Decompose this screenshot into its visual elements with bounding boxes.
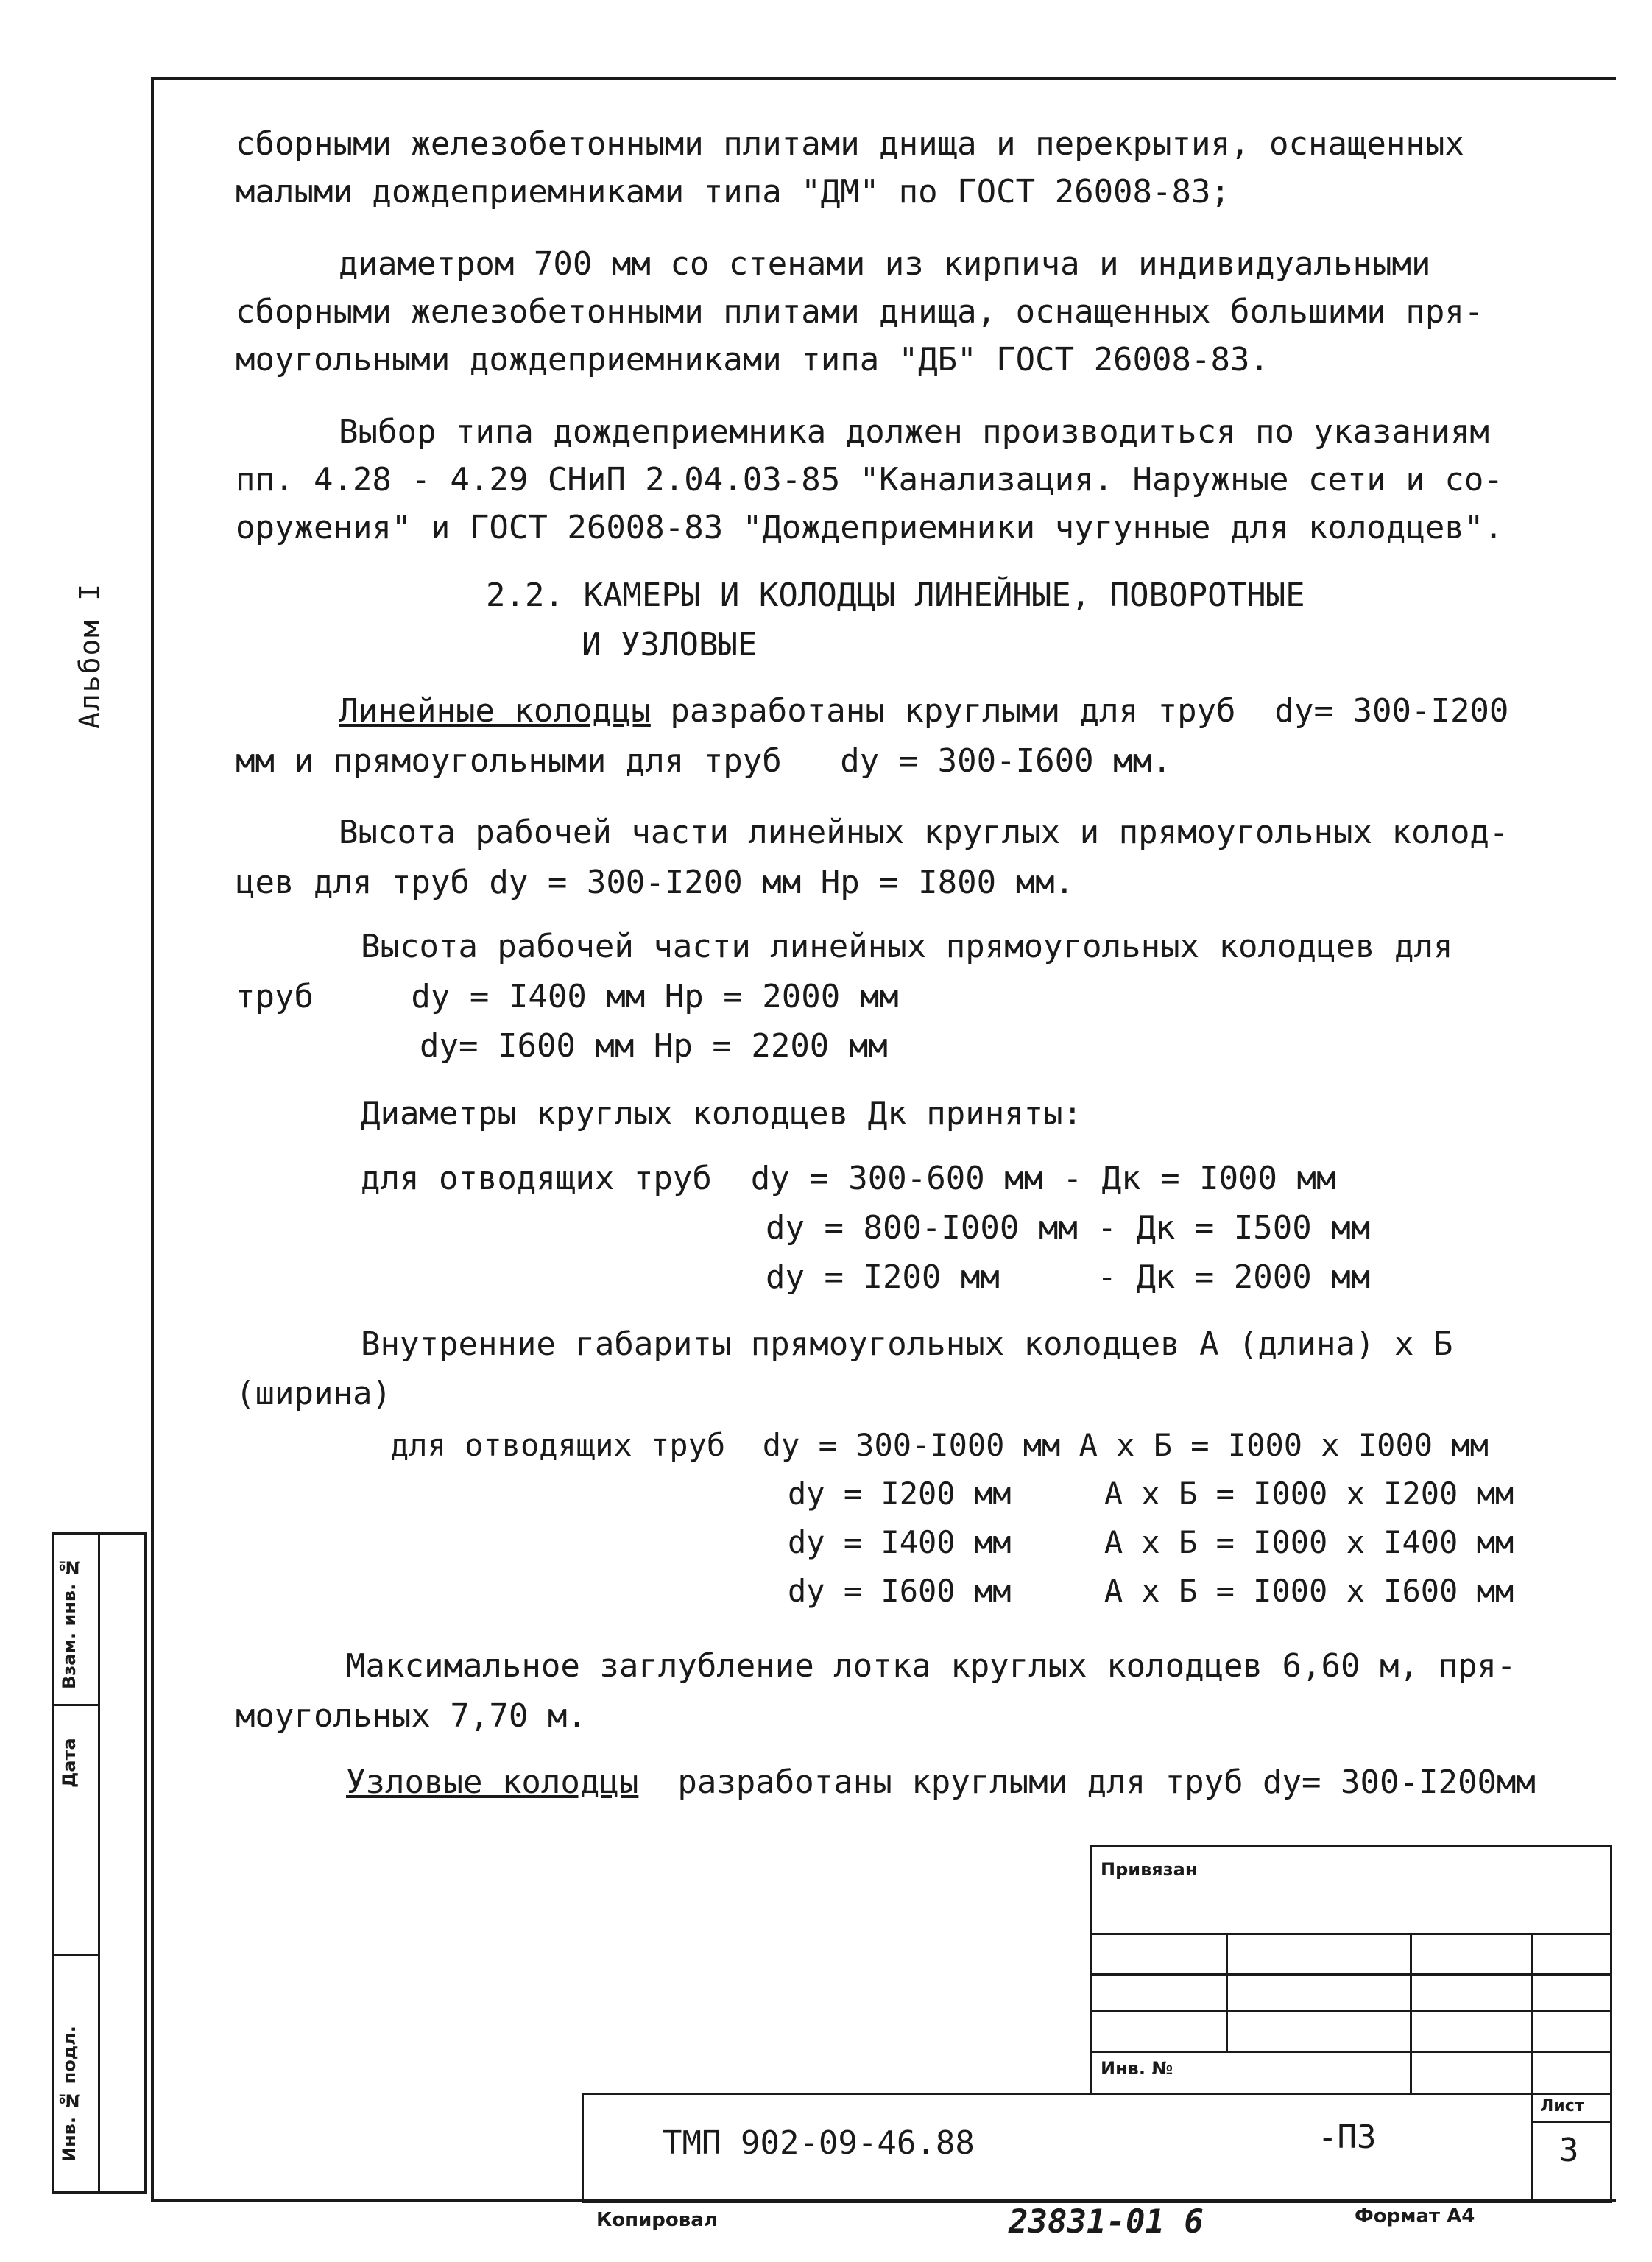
text-line: Внутренние габариты прямоугольных колодцев А (длина) х Б: [361, 1325, 1453, 1363]
binding-row-line: [1090, 1973, 1612, 1976]
sheet-number: 3: [1559, 2132, 1579, 2169]
binding-row-line: [1090, 1933, 1612, 1935]
binding-label: Привязан: [1101, 1859, 1198, 1880]
text-line: моугольных 7,70 м.: [236, 1697, 587, 1735]
term-junction-wells: Узловые колодцы: [346, 1764, 639, 1801]
text-line: dу = I600 мм А х Б = I000 х I600 мм: [788, 1573, 1514, 1609]
album-label: Альбом I: [74, 582, 106, 729]
text-line: [346, 1760, 1536, 1805]
text-line: dу = I400 мм А х Б = I000 х I400 мм: [788, 1524, 1514, 1560]
document-suffix: -ПЗ: [1318, 2118, 1377, 2156]
text-line: труб dу = I400 мм Нр = 2000 мм: [236, 978, 899, 1015]
text-line: сборными железобетонными плитами днища и перекрытия, оснащенных: [236, 125, 1464, 163]
text-line: мм и прямоугольными для труб dу = 300-I600 мм.: [236, 742, 1172, 780]
stamp-date: Дата: [59, 1738, 80, 1788]
section-heading: 2.2. КАМЕРЫ И КОЛОДЦЫ ЛИНЕЙНЫЕ, ПОВОРОТНЫЕ: [486, 577, 1305, 614]
archive-number: 23831-01 6: [1009, 2203, 1204, 2241]
binding-block: [1090, 1845, 1612, 2095]
binding-col-line: [1226, 1933, 1228, 2051]
text-line: dу = 800-I000 мм - Дк = I500 мм: [766, 1209, 1371, 1247]
text-line: Высота рабочей части линейных прямоугольных колодцев для: [361, 928, 1453, 965]
text-line: [339, 688, 1508, 734]
text-line: Выбор типа дождеприемника должен производиться по указаниям: [339, 413, 1489, 451]
text-line: малыми дождеприемниками типа "ДМ" по ГОСТ 26008-83;: [236, 173, 1231, 211]
section-heading-cont: И УЗЛОВЫЕ: [582, 626, 758, 663]
inv-label: Инв. №: [1101, 2058, 1173, 2079]
text-span: разработаны круглыми для труб dу= 300-I200мм: [638, 1764, 1536, 1801]
text-line: моугольными дождеприемниками типа "ДБ" ГОСТ 26008-83.: [236, 341, 1269, 378]
title-col-line: [1531, 2093, 1533, 2203]
stamp-replace-inv: Взам. инв. №: [59, 1557, 80, 1689]
text-line: оружения" и ГОСТ 26008-83 "Дождеприемники чугунные для колодцев".: [236, 509, 1503, 546]
text-line: сборными железобетонными плитами днища, оснащенных большими пря-: [236, 293, 1484, 331]
text-line: для отводящих труб dу = 300-I000 мм А х Б = I000 х I000 мм: [390, 1427, 1489, 1463]
stamp-divider: [54, 1954, 100, 1956]
text-line: пп. 4.28 - 4.29 СНиП 2.04.03-85 "Канализация. Наружные сети и со-: [236, 461, 1503, 498]
binding-row-line: [1090, 2010, 1612, 2012]
binding-row-line: [1090, 2051, 1612, 2053]
text-span: разработаны круглыми для труб dу= 300-I200: [650, 692, 1509, 730]
document-code: ТМП 902-09-46.88: [663, 2124, 975, 2162]
stamp-divider: [54, 1704, 100, 1706]
text-line: dу = I200 мм А х Б = I000 х I200 мм: [788, 1476, 1514, 1512]
text-line: диаметром 700 мм со стенами из кирпича и индивидуальными: [339, 245, 1431, 283]
text-line: для отводящих труб dу = 300-600 мм - Дк = I000 мм: [361, 1160, 1336, 1197]
title-row-line: [1531, 2121, 1612, 2123]
text-line: dу= I600 мм Нр = 2200 мм: [420, 1027, 888, 1065]
text-line: Высота рабочей части линейных круглых и прямоугольных колод-: [339, 814, 1509, 851]
binding-col-line: [1410, 1933, 1412, 2095]
text-line: цев для труб dу = 300-I200 мм Нр = I800 мм.: [236, 864, 1075, 901]
copied-label: Копировал: [596, 2209, 718, 2231]
sheet-label: Лист: [1540, 2097, 1584, 2115]
text-line: Диаметры круглых колодцев Дк приняты:: [361, 1095, 1083, 1132]
format-label: Формат А4: [1355, 2205, 1475, 2227]
binding-col-line: [1531, 1933, 1533, 2095]
margin-stamp: [52, 1532, 147, 2194]
text-line: Максимальное заглубление лотка круглых колодцев 6,60 м, пря-: [346, 1647, 1517, 1685]
term-linear-wells: Линейные колодцы: [339, 692, 651, 730]
stamp-original-inv: Инв. № подл.: [59, 2026, 80, 2163]
text-line: (ширина): [236, 1375, 392, 1412]
text-line: dу = I200 мм - Дк = 2000 мм: [766, 1258, 1371, 1296]
